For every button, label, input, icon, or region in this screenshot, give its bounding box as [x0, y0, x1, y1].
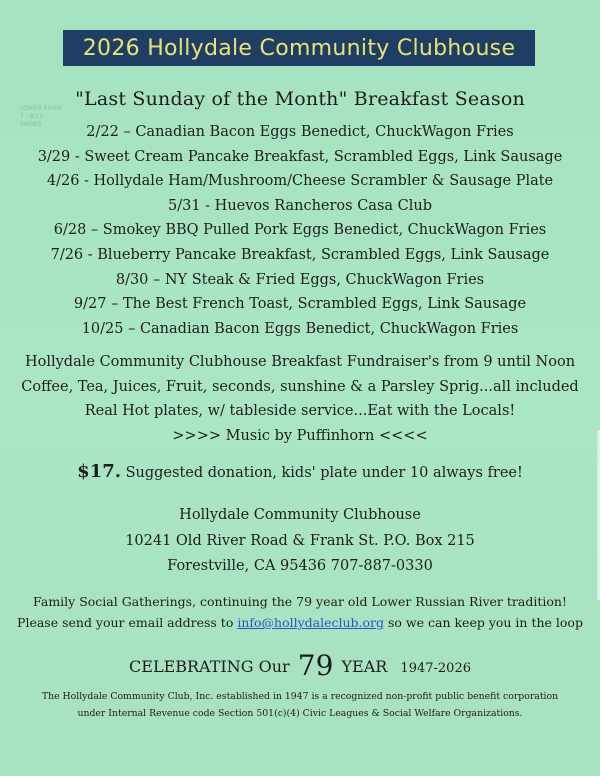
menu-item: 3/29 - Sweet Cream Pancake Breakfast, Scrambled Eggs, Link Sausage: [37, 148, 563, 165]
menu-item: 4/26 - Hollydale Ham/Mushroom/Cheese Scrambler & Sausage Plate: [46, 173, 554, 190]
stamp-line-2: 7 - 8/11: [20, 113, 44, 120]
social-line: Family Social Gatherings, continuing the 79 year old Lower Russian River tradition!: [33, 594, 567, 609]
donation-line: [0, 461, 600, 482]
season-heading: "Last Sunday of the Month" Breakfast Season: [75, 88, 525, 110]
menu-item: 10/25 – Canadian Bacon Eggs Benedict, ChuckWagon Fries: [81, 320, 519, 337]
celebrate-number: 79: [297, 649, 334, 682]
info-line: Coffee, Tea, Juices, Fruit, seconds, sunshine & a Parsley Sprig...all included: [21, 378, 579, 395]
footer-line: The Hollydale Community Club, Inc. established in 1947 is a recognized non-profit public benefit corporation: [41, 691, 559, 702]
info-line: Hollydale Community Clubhouse Breakfast Fundraiser's from 9 until Noon: [24, 354, 576, 370]
address-city: Forestville, CA 95436 707-887-0330: [167, 558, 433, 574]
menu-item: 9/27 – The Best French Toast, Scrambled Eggs, Link Sausage: [73, 296, 527, 313]
social-block: [0, 591, 600, 633]
address-block: [0, 503, 600, 580]
menu-item: 5/31 - Huevos Rancheros Casa Club: [168, 197, 432, 214]
breakfast-menu-list: [0, 120, 600, 341]
celebrate-prefix: CELEBRATING Our: [129, 657, 290, 676]
menu-item: 8/30 – NY Steak & Fried Eggs, ChuckWagon Fries: [115, 271, 485, 288]
celebration-line: [0, 649, 600, 682]
address-name: Hollydale Community Clubhouse: [179, 507, 421, 523]
menu-item: 2/22 – Canadian Bacon Eggs Benedict, ChuckWagon Fries: [86, 124, 514, 140]
stamp-line-3: MARKS: [20, 121, 42, 128]
info-line: Real Hot plates, w/ tableside service...Eat with the Locals!: [84, 403, 516, 419]
donation-price: $17.: [77, 461, 121, 482]
celebrate-suffix: YEAR: [341, 657, 388, 676]
title-banner: [63, 30, 535, 66]
donation-text: Suggested donation, kids' plate under 10 always free!: [125, 465, 523, 481]
fundraiser-info: [0, 350, 600, 448]
stamp-line-1: LOWER RIVER: [20, 105, 62, 112]
menu-item: 7/26 - Blueberry Pancake Breakfast, Scrambled Eggs, Link Sausage: [50, 246, 550, 263]
email-request-line: [0, 612, 600, 633]
email-link[interactable]: info@hollydaleclub.org: [237, 615, 385, 630]
menu-item: 6/28 – Smokey BBQ Pulled Pork Eggs Benedict, ChuckWagon Fries: [53, 222, 547, 239]
celebrate-years: 1947-2026: [400, 661, 471, 676]
email-request-prefix: Please send your email address to: [17, 615, 238, 630]
footer-line: under Internal Revenue code Section 501(c)(4) Civic Leagues & Social Welfare Organizations.: [77, 708, 523, 719]
legal-footer: [0, 688, 600, 722]
email-request-suffix: so we can keep you in the loop: [384, 615, 583, 630]
page-title: 2026 Hollydale Community Clubhouse: [82, 35, 516, 61]
music-line: >>>> Music by Puffinhorn <<<<: [172, 427, 428, 444]
address-street: 10241 Old River Road & Frank St. P.O. Box 215: [125, 532, 475, 549]
